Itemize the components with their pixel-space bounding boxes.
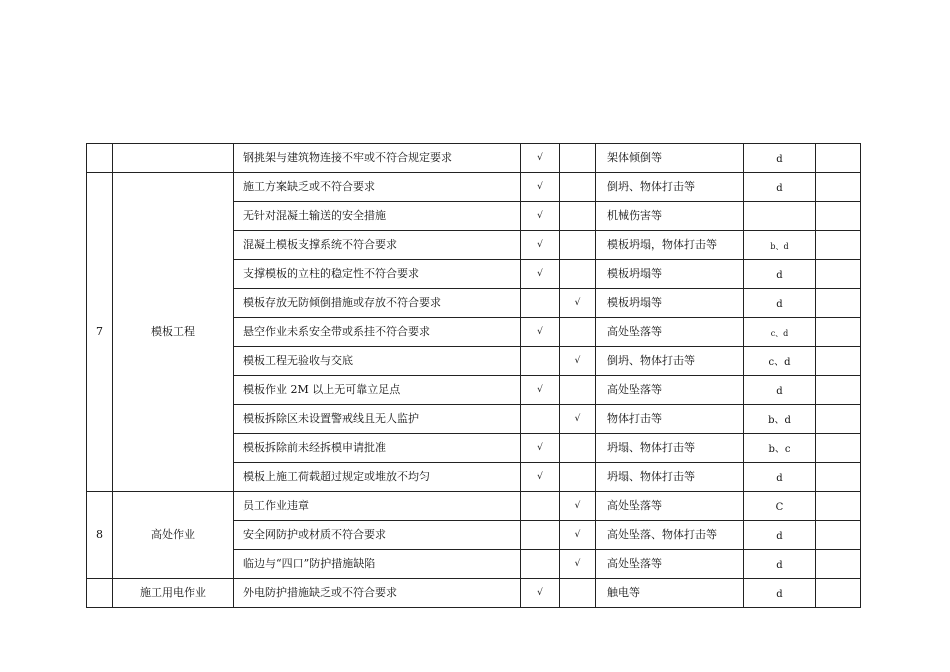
possible-accident: 坍塌、物体打击等 bbox=[596, 463, 744, 492]
check-mark-2: √ bbox=[560, 405, 596, 434]
check-mark-1: √ bbox=[521, 173, 560, 202]
table-row bbox=[87, 173, 861, 202]
check-mark-2: √ bbox=[560, 492, 596, 521]
check-mark-2: √ bbox=[560, 289, 596, 318]
check-mark-2 bbox=[560, 144, 596, 173]
hazard-item: 钢挑架与建筑物连接不牢或不符合规定要求 bbox=[234, 144, 521, 173]
hazard-level bbox=[744, 202, 816, 231]
empty-cell bbox=[816, 579, 861, 608]
hazard-level: d bbox=[744, 550, 816, 579]
empty-cell bbox=[816, 405, 861, 434]
possible-accident: 倒坍、物体打击等 bbox=[596, 173, 744, 202]
empty-cell bbox=[816, 550, 861, 579]
hazard-level: b、d bbox=[744, 231, 816, 260]
hazard-level: d bbox=[744, 260, 816, 289]
possible-accident: 模板坍塌等 bbox=[596, 289, 744, 318]
empty-cell bbox=[816, 492, 861, 521]
hazard-item: 施工方案缺乏或不符合要求 bbox=[234, 173, 521, 202]
check-mark-2 bbox=[560, 579, 596, 608]
check-mark-1: √ bbox=[521, 434, 560, 463]
hazard-item: 模板作业 2M 以上无可靠立足点 bbox=[234, 376, 521, 405]
hazard-level: C bbox=[744, 492, 816, 521]
hazard-level: c、d bbox=[744, 347, 816, 376]
hazard-item: 混凝土模板支撑系统不符合要求 bbox=[234, 231, 521, 260]
hazard-item: 模板工程无验收与交底 bbox=[234, 347, 521, 376]
hazard-table bbox=[86, 143, 861, 608]
empty-cell bbox=[816, 173, 861, 202]
check-mark-2: √ bbox=[560, 550, 596, 579]
empty-cell bbox=[816, 231, 861, 260]
check-mark-2 bbox=[560, 202, 596, 231]
check-mark-1: √ bbox=[521, 463, 560, 492]
group-number bbox=[87, 579, 113, 608]
empty-cell bbox=[816, 347, 861, 376]
empty-cell bbox=[816, 521, 861, 550]
empty-cell bbox=[816, 202, 861, 231]
hazard-item: 悬空作业未系安全带或系挂不符合要求 bbox=[234, 318, 521, 347]
check-mark-2 bbox=[560, 376, 596, 405]
possible-accident: 机械伤害等 bbox=[596, 202, 744, 231]
empty-cell bbox=[816, 260, 861, 289]
group-number: 8 bbox=[87, 492, 113, 579]
check-mark-1: √ bbox=[521, 144, 560, 173]
group-category: 施工用电作业 bbox=[113, 579, 234, 608]
group-category: 模板工程 bbox=[113, 173, 234, 492]
possible-accident: 架体倾倒等 bbox=[596, 144, 744, 173]
possible-accident: 高处坠落等 bbox=[596, 318, 744, 347]
check-mark-2 bbox=[560, 463, 596, 492]
possible-accident: 倒坍、物体打击等 bbox=[596, 347, 744, 376]
hazard-item: 模板上施工荷载超过规定或堆放不均匀 bbox=[234, 463, 521, 492]
hazard-level: d bbox=[744, 521, 816, 550]
possible-accident: 高处坠落、物体打击等 bbox=[596, 521, 744, 550]
hazard-item: 模板拆除前未经拆模申请批准 bbox=[234, 434, 521, 463]
possible-accident: 模板坍塌，物体打击等 bbox=[596, 231, 744, 260]
hazard-level: d bbox=[744, 289, 816, 318]
empty-cell bbox=[816, 289, 861, 318]
hazard-item: 无针对混凝土输送的安全措施 bbox=[234, 202, 521, 231]
hazard-level: b、d bbox=[744, 405, 816, 434]
table-row bbox=[87, 579, 861, 608]
hazard-item: 安全网防护或材质不符合要求 bbox=[234, 521, 521, 550]
check-mark-1 bbox=[521, 492, 560, 521]
check-mark-1 bbox=[521, 521, 560, 550]
empty-cell bbox=[816, 318, 861, 347]
empty-cell bbox=[816, 144, 861, 173]
hazard-level: d bbox=[744, 579, 816, 608]
check-mark-1: √ bbox=[521, 579, 560, 608]
check-mark-1 bbox=[521, 405, 560, 434]
hazard-level: c、d bbox=[744, 318, 816, 347]
hazard-item: 外电防护措施缺乏或不符合要求 bbox=[234, 579, 521, 608]
check-mark-1: √ bbox=[521, 318, 560, 347]
check-mark-1 bbox=[521, 550, 560, 579]
hazard-item: 支撑模板的立柱的稳定性不符合要求 bbox=[234, 260, 521, 289]
check-mark-2 bbox=[560, 318, 596, 347]
table-row bbox=[87, 492, 861, 521]
possible-accident: 模板坍塌等 bbox=[596, 260, 744, 289]
hazard-level: b、c bbox=[744, 434, 816, 463]
check-mark-1 bbox=[521, 347, 560, 376]
empty-cell bbox=[816, 434, 861, 463]
check-mark-2 bbox=[560, 231, 596, 260]
possible-accident: 物体打击等 bbox=[596, 405, 744, 434]
group-number bbox=[87, 144, 113, 173]
check-mark-2: √ bbox=[560, 347, 596, 376]
table-row bbox=[87, 144, 861, 173]
hazard-level: d bbox=[744, 376, 816, 405]
possible-accident: 高处坠落等 bbox=[596, 376, 744, 405]
hazard-item: 员工作业违章 bbox=[234, 492, 521, 521]
check-mark-2: √ bbox=[560, 521, 596, 550]
hazard-level: d bbox=[744, 173, 816, 202]
hazard-item: 模板存放无防倾倒措施或存放不符合要求 bbox=[234, 289, 521, 318]
possible-accident: 高处坠落等 bbox=[596, 550, 744, 579]
group-number: 7 bbox=[87, 173, 113, 492]
check-mark-2 bbox=[560, 260, 596, 289]
check-mark-1 bbox=[521, 289, 560, 318]
possible-accident: 触电等 bbox=[596, 579, 744, 608]
check-mark-2 bbox=[560, 173, 596, 202]
empty-cell bbox=[816, 376, 861, 405]
check-mark-1: √ bbox=[521, 376, 560, 405]
possible-accident: 高处坠落等 bbox=[596, 492, 744, 521]
group-category: 高处作业 bbox=[113, 492, 234, 579]
check-mark-1: √ bbox=[521, 202, 560, 231]
group-category bbox=[113, 144, 234, 173]
check-mark-1: √ bbox=[521, 231, 560, 260]
hazard-item: 临边与“四口”防护措施缺陷 bbox=[234, 550, 521, 579]
hazard-level: d bbox=[744, 463, 816, 492]
possible-accident: 坍塌、物体打击等 bbox=[596, 434, 744, 463]
hazard-item: 模板拆除区未设置警戒线且无人监护 bbox=[234, 405, 521, 434]
hazard-level: d bbox=[744, 144, 816, 173]
check-mark-1: √ bbox=[521, 260, 560, 289]
check-mark-2 bbox=[560, 434, 596, 463]
empty-cell bbox=[816, 463, 861, 492]
